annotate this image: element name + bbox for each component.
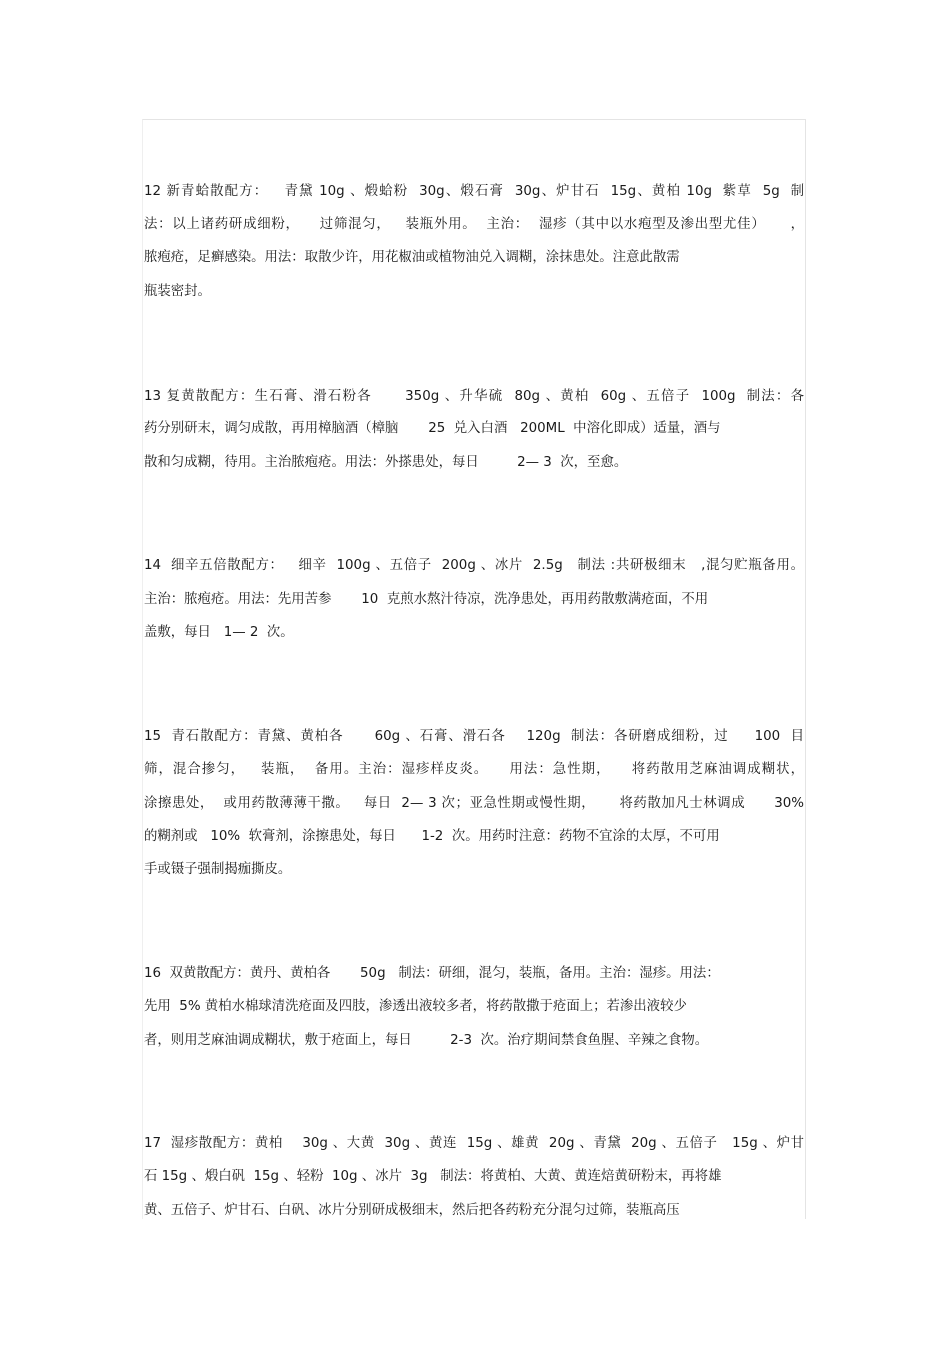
paragraph-15-line-4: 的糊剂或 10% 软膏剂，涂擦患处，每日 1-2 次。用药时注意：药物不宜涂的太厚，不可用 [144, 829, 720, 844]
paragraph-13-line-2: 药分别研末，调匀成散，再用樟脑酒（樟脑 25 兑入白酒 200ML 中溶化即成）适量，酒与 [144, 421, 721, 436]
paragraph-16-line-3: 者，则用芝麻油调成糊状，敷于疮面上，每日 2-3 次。治疗期间禁食鱼腥、辛辣之食物。 [144, 1033, 709, 1048]
paragraph-12-line-3: 脓疱疮，足癣感染。用法：取散少许，用花椒油或植物油兑入调糊，涂抹患处。注意此散需 [144, 250, 680, 265]
paragraph-14-line-1: 14 细辛五倍散配方： 细辛 100g 、五倍子 200g 、冰片 2.5g 制法 :共研极细末 ,混匀贮瓶备用。 [144, 558, 804, 573]
paragraph-15-line-2: 筛，混合掺匀， 装瓶， 备用。主治：湿疹样皮炎。 用法：急性期， 将药散用芝麻油调成糊状， [144, 762, 804, 777]
document-page [142, 119, 806, 1219]
paragraph-12-line-1: 12 新青蛤散配方： 青黛 10g 、煅蛤粉 30g、煅石膏 30g、炉甘石 15g、黄柏 10g 紫草 5g 制 [144, 184, 804, 199]
paragraph-14-line-2: 主治：脓疱疮。用法：先用苦参 10 克煎水熬汁待凉，洗净患处，再用药散敷满疮面，不用 [144, 592, 709, 607]
paragraph-13-line-3: 散和匀成糊，待用。主治脓疱疮。用法：外搽患处，每日 2— 3 次，至愈。 [144, 455, 628, 470]
paragraph-16-line-1: 16 双黄散配方：黄丹、黄柏各 50g 制法：研细，混匀，装瓶，备用。主治：湿疹。用法： [144, 966, 720, 981]
paragraph-12-line-4: 瓶装密封。 [144, 284, 211, 299]
paragraph-15-line-5: 手或镊子强制揭痂撕皮。 [144, 862, 292, 877]
paragraph-17-line-2: 石 15g 、煅白矾 15g 、轻粉 10g 、冰片 3g 制法：将黄柏、大黄、黄连焙黄研粉末，再将雄 [144, 1169, 722, 1184]
paragraph-12-line-2: 法：以上诸药研成细粉， 过筛混匀， 装瓶外用。 主治： 湿疹（其中以水疱型及渗出型尤佳） ， [144, 217, 804, 232]
paragraph-15-line-3: 涂擦患处， 或用药散薄薄干撒。 每日 2— 3 次；亚急性期或慢性期， 将药散加凡士林调成 30% [144, 796, 804, 811]
paragraph-17-line-1: 17 湿疹散配方：黄柏 30g 、大黄 30g 、黄连 15g 、雄黄 20g 、青黛 20g 、五倍子 15g 、炉甘 [144, 1136, 804, 1151]
paragraph-17-line-3: 黄、五倍子、炉甘石、白矾、冰片分别研成极细末，然后把各药粉充分混匀过筛，装瓶高压 [144, 1203, 680, 1218]
paragraph-16-line-2: 先用 5% 黄柏水棉球清洗疮面及四肢，渗透出液较多者，将药散撒于疮面上；若渗出液较少 [144, 999, 687, 1014]
paragraph-13-line-1: 13 复黄散配方：生石膏、滑石粉各 350g 、升华硫 80g 、黄柏 60g 、五倍子 100g 制法：各 [144, 389, 804, 404]
paragraph-14-line-3: 盖敷，每日 1— 2 次。 [144, 625, 294, 640]
paragraph-15-line-1: 15 青石散配方：青黛、黄柏各 60g 、石膏、滑石各 120g 制法：各研磨成细粉，过 100 目 [144, 729, 804, 744]
